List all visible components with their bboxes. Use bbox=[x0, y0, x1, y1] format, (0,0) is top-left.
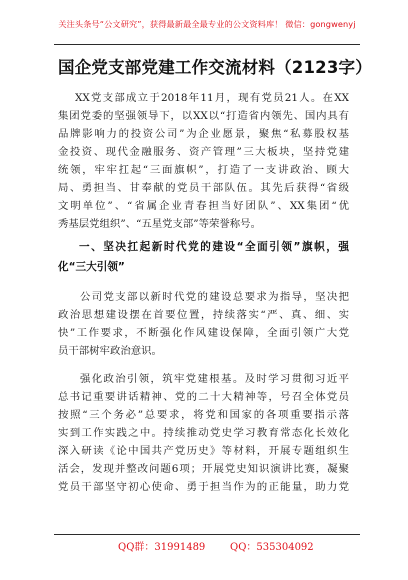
paragraph-line: 局、勇担当、甘奉献的党员干部队伍。其先后获得“省级 bbox=[58, 182, 349, 194]
paragraph-line: 党员干部坚守初心使命、勇于担当作为的正能量，助力党 bbox=[58, 481, 349, 493]
paragraph-line: 活会，发现并整改问题6项；开展党史知识演讲比赛，凝聚 bbox=[58, 463, 349, 475]
footer-banner bbox=[54, 534, 360, 551]
paragraph-line: 快”工作要求，不断强化作风建设保障，全面引领广大党 bbox=[58, 327, 349, 339]
paragraph-line: 品牌影响力的投资公司”为企业愿景，聚焦“私募股权基 bbox=[58, 128, 349, 140]
section-heading: 化“三大引领” bbox=[58, 261, 125, 273]
paragraph-line: 金投资、现代金融服务、资产管理”三大板块，坚持党建 bbox=[58, 146, 349, 158]
paragraph-line: 公司党支部以新时代党的建设总要求为指导，坚决把 bbox=[80, 291, 349, 303]
paragraph-line: 按照“三个务必”总要求，将党和国家的各项重要指示落 bbox=[58, 409, 349, 421]
paragraph-line: 文明单位”、“省属企业青春担当好团队”、XX集团“优 bbox=[58, 200, 349, 212]
section-heading: 一、坚决扛起新时代党的建设“全面引领”旗帜，强 bbox=[79, 241, 349, 253]
header-banner bbox=[54, 16, 360, 45]
paragraph-line: XX党支部成立于2018年11月，现有党员21人。在XX bbox=[75, 92, 349, 104]
paragraph-line: 总书记重要讲话精神、党的二十大精神等，号召全体党员 bbox=[58, 391, 349, 403]
qq-group-number: QQ群：31991489 bbox=[118, 542, 206, 553]
qq-number: QQ：535304092 bbox=[230, 542, 314, 553]
paragraph-line: 深入研读《论中国共产党历史》等材料，开展专题组织生 bbox=[58, 445, 349, 457]
paragraph-line: 统领，牢牢扛起“三面旗帜”，打造了一支讲政治、顾大 bbox=[58, 164, 349, 176]
header-banner-text: 关注头条号“公文研究”，获得最新最全最专业的公文资料库！ 微信：gongwenyj bbox=[58, 19, 356, 29]
paragraph-line: 秀基层党组织”、“五星党支部”等荣誉称号。 bbox=[58, 218, 261, 230]
paragraph-line: 集团党委的坚强领导下，以XX以“打造省内领先、国内具有 bbox=[58, 110, 349, 122]
document-title: 国企党支部党建工作交流材料（2123字） bbox=[58, 58, 372, 77]
paragraph-line: 实到工作实践之中。持续推动党史学习教育常态化长效化 bbox=[58, 427, 349, 439]
paragraph-line: 员干部树牢政治意识。 bbox=[58, 345, 162, 357]
paragraph-line: 政治思想建设摆在首要位置，持续落实“严、真、细、实 bbox=[58, 309, 349, 321]
paragraph-line: 强化政治引领，筑牢党建根基。及时学习贯彻习近平 bbox=[80, 373, 349, 385]
